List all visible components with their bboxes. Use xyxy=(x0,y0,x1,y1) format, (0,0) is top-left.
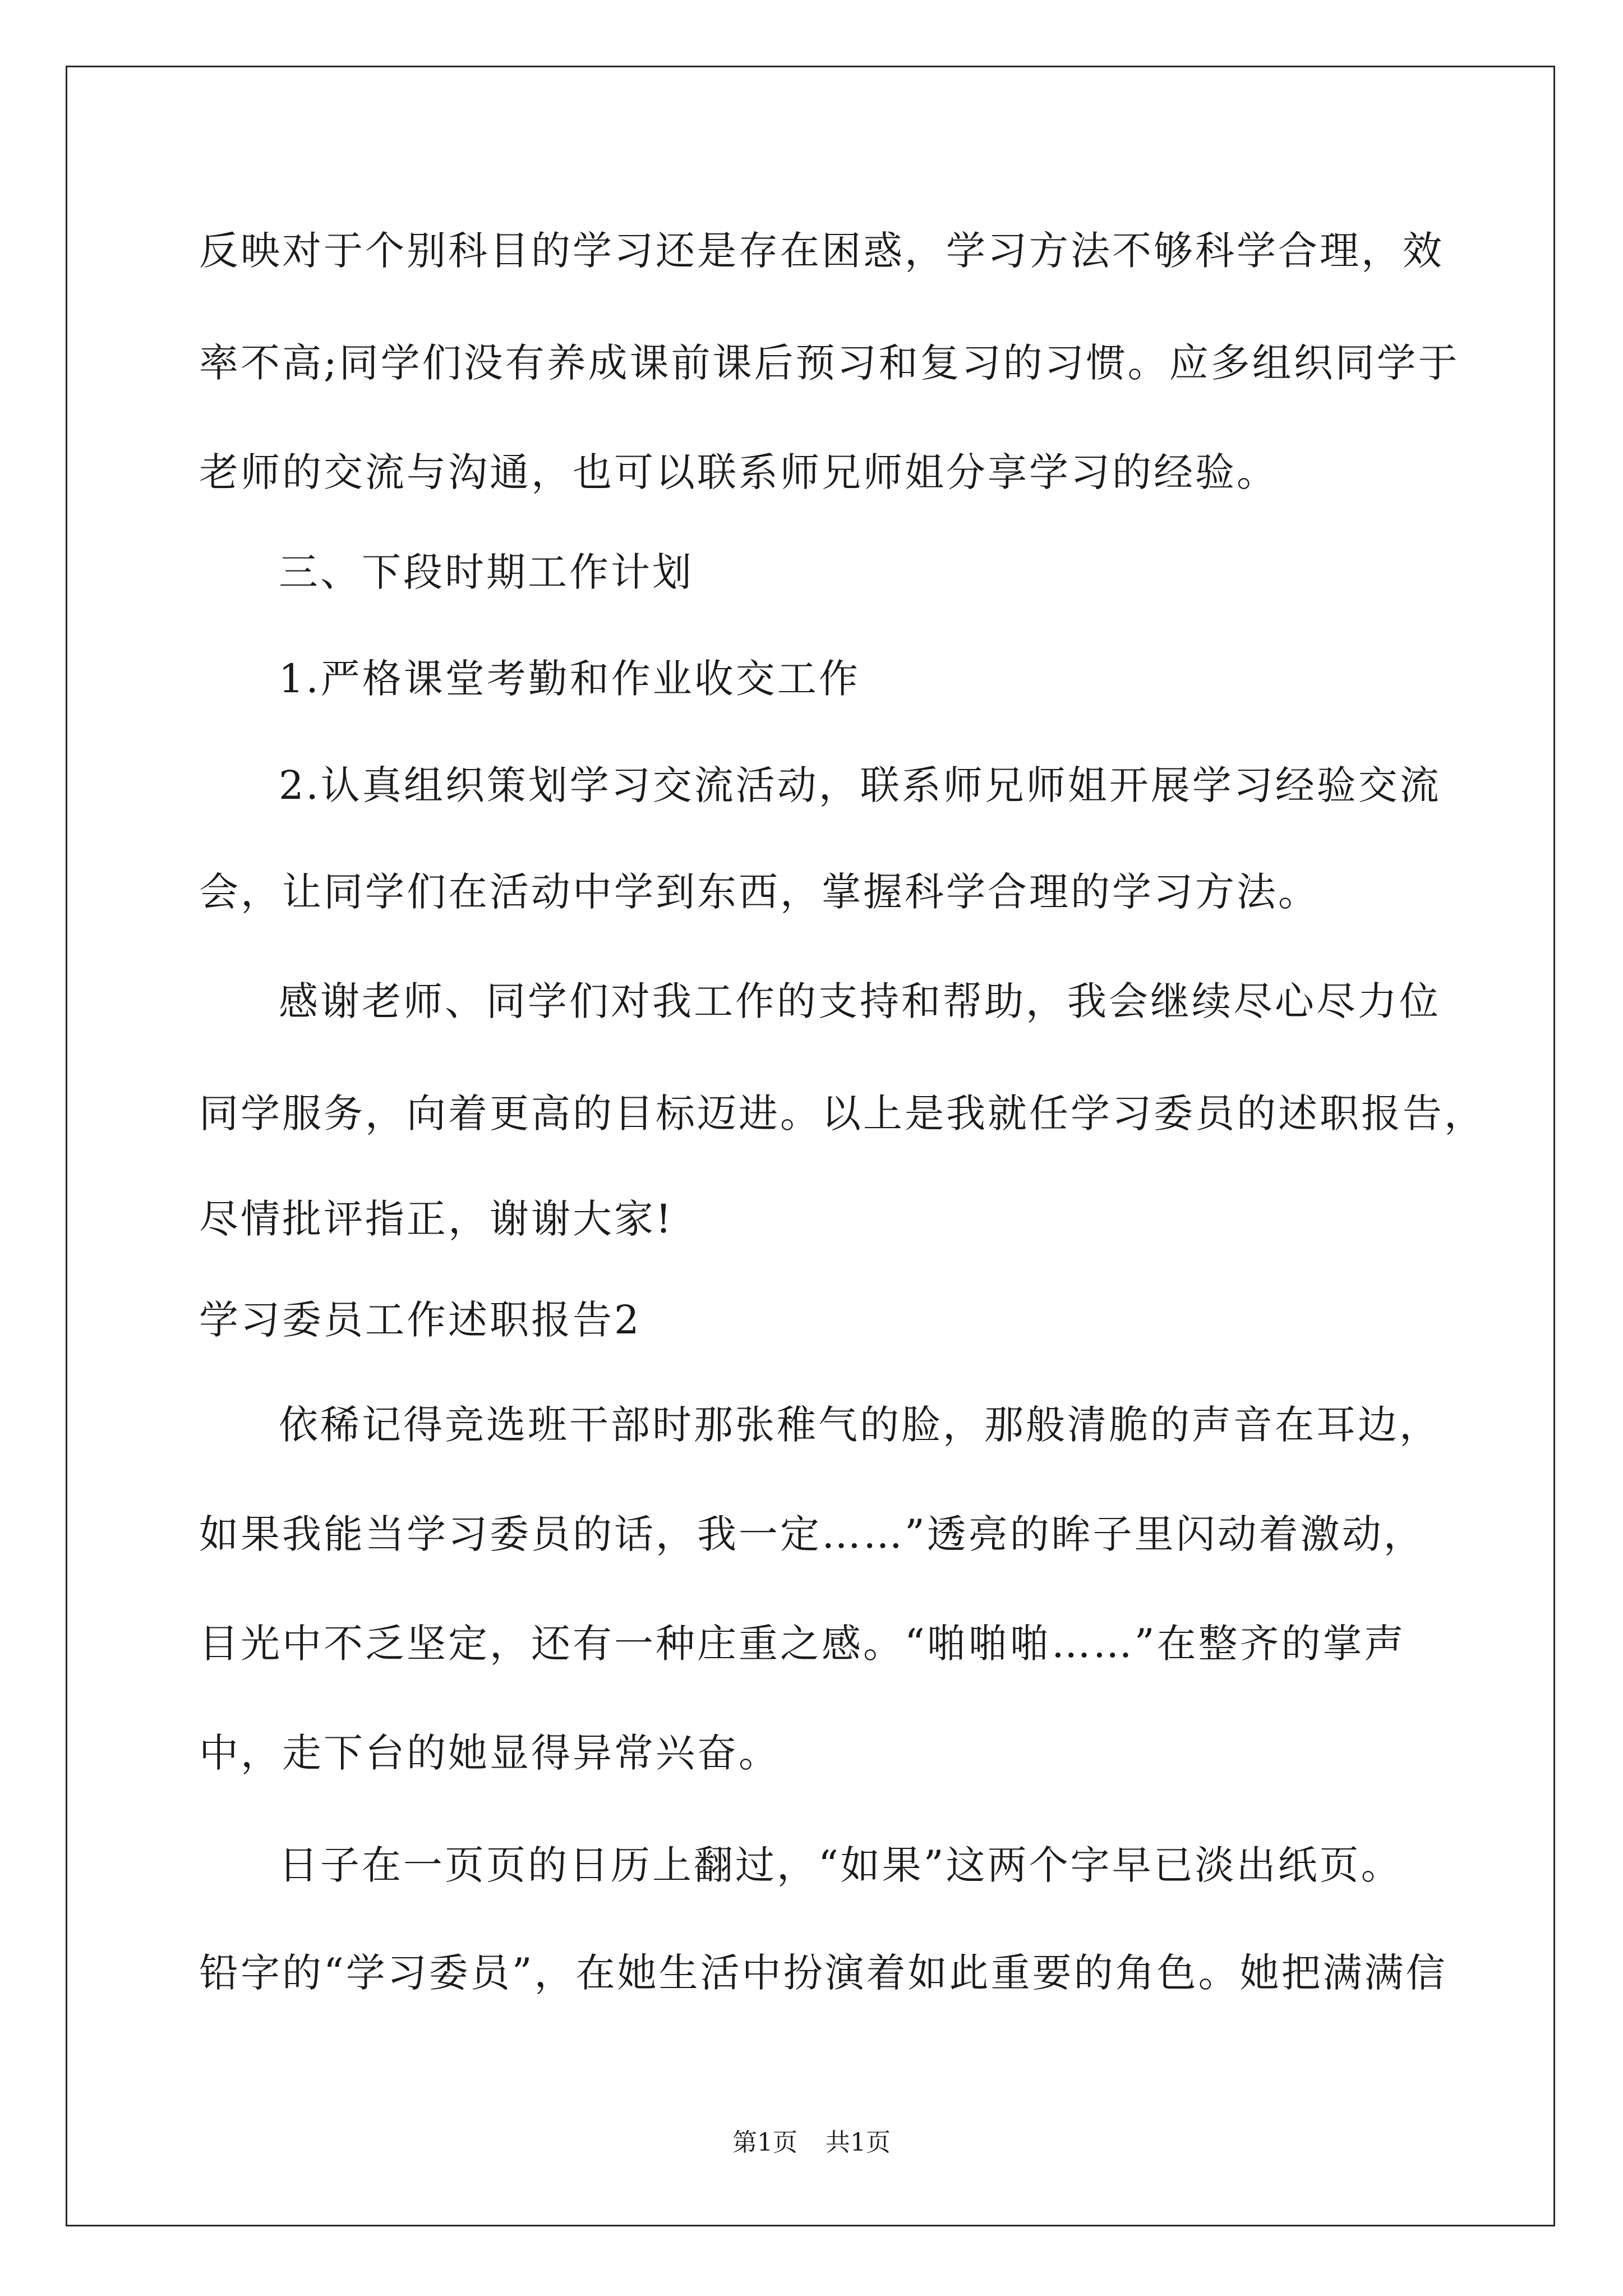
body-text-line: 铅字的“学习委员”，在她生活中扮演着如此重要的角色。她把满满信 xyxy=(199,1950,1447,1996)
body-text-line: 感谢老师、同学们对我工作的支持和帮助，我会继续尽心尽力位 xyxy=(279,978,1441,1024)
page-total: 共1页 xyxy=(826,2128,891,2157)
body-text-line: 目光中不乏坚定，还有一种庄重之感。“啪啪啪……”在整齐的掌声 xyxy=(199,1621,1406,1667)
section-heading: 三、下段时期工作计划 xyxy=(279,549,694,595)
body-text-line: 尽情批评指正，谢谢大家! xyxy=(199,1196,674,1242)
plan-item: 1.严格课堂考勤和作业收交工作 xyxy=(279,656,860,702)
body-text-line: 同学服务，向着更高的目标迈进。以上是我就任学习委员的述职报告， xyxy=(199,1091,1486,1137)
body-text-line: 率不高;同学们没有养成课前课后预习和复习的习惯。应多组织同学于 xyxy=(199,340,1460,386)
body-text-line: 反映对于个别科目的学习还是存在困惑，学习方法不够科学合理，效 xyxy=(199,228,1444,274)
report-title: 学习委员工作述职报告2 xyxy=(199,1297,642,1343)
body-text-line: 会，让同学们在活动中学到东西，掌握科学合理的学习方法。 xyxy=(199,869,1320,915)
page-border xyxy=(66,66,1555,2226)
plan-item: 2.认真组织策划学习交流活动，联系师兄师姐开展学习经验交流 xyxy=(279,762,1441,808)
page-number: 第1页 xyxy=(732,2128,797,2157)
body-text-line: 日子在一页页的日历上翻过，“如果”这两个字早已淡出纸页。 xyxy=(279,1842,1403,1888)
body-text-line: 中，走下台的她显得异常兴奋。 xyxy=(199,1730,780,1776)
page-footer xyxy=(0,2128,1623,2157)
body-text-line: 如果我能当学习委员的话，我一定……”透亮的眸子里闪动着激动， xyxy=(199,1511,1425,1557)
body-text-line: 依稀记得竞选班干部时那张稚气的脸，那般清脆的声音在耳边， xyxy=(279,1402,1441,1448)
body-text-line: 老师的交流与沟通，也可以联系师兄师姐分享学习的经验。 xyxy=(199,449,1278,495)
